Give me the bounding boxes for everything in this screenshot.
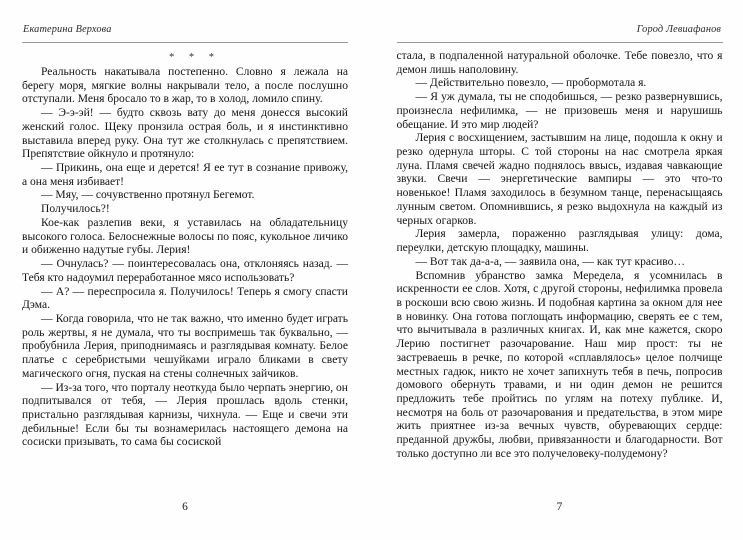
paragraph: Вспомнив убранство замка Мередела, я усомнилась в искренности ее слов. Хотя, с другой стороны, нефилимка провела в роскоши всю свою жизнь. И подобная картина за окном для нее в новинку. Она готова поглощать информацию, сверять ее с тем, что вычитывала в различных книгах. И, как мне кажется, скоро Лерию постигнет разочарование. Наш мир прост: ты не застреваешь в речке, по которой «сплавлялось» целое полчище местных гадюк, никто не хочет запихнуть тебя в печь, попросив домового обернуть травами, и ни один демон не решится предложить тебе пройтись по углям на потеху публике. И, несмотря на боль от разочарования и предательства, в этом мире жить приятнее из-за вечных чувств, обуревающих сердце: преданной дружбы, любви, привязанности и благодарности. Вот только доступно ли все это получеловеку-полудемону? — [396, 269, 723, 460]
paragraph: — Прикинь, она еще и дерется! Я ее тут в сознание привожу, а она меня избивает! — [22, 162, 348, 188]
paragraph: — Я уж думала, ты не сподобишься, — резко развернувшись, произнесла нефилимка, — не призовешь меня и нарушишь обещание. И это мир людей? — [396, 91, 723, 131]
paragraph: — Из-за того, что порталу неоткуда было черпать энергию, он подпитывался от тебя, — Лерия прошлась вдоль стенки, пристально разглядывая карнизы, чихнула. — Еще и свечи эти дебильные! Если бы ты вознамерилась настоящего демона на сосиски призывать, то сама бы сосиской — [22, 381, 348, 449]
paragraph: — Когда говорила, что не так важно, что именно будет играть роль жертвы, я не думала, что ты воспримешь так буквально, — пробубнила Лерия, приподнимаясь и разглядывая комнату. Белое платье с серебристыми чешуйками играло бликами в свету магического огня, пуская на стены солнечных зайчиков. — [22, 312, 348, 380]
paragraph: — Вот так да-а-а, — заявила она, — как тут красиво… — [415, 255, 685, 268]
paragraph: — Очнулась? — поинтересовалась она, отклоняясь назад. — Тебя кто надоумил переработанное мясо использовать? — [22, 258, 348, 284]
page-number-right: 7 — [556, 501, 563, 513]
right-page — [372, 0, 743, 540]
left-page-text-block — [22, 50, 348, 450]
paragraph: Кое-как разлепив веки, я уставилась на обладательницу высокого голоса. Белоснежные волосы по пояс, кукольное личико и обиженно надутые губы. Лерия! — [22, 216, 348, 257]
running-head-rule-left — [22, 42, 348, 43]
paragraph: — Мяу, — сочувственно протянул Бегемот. — [41, 189, 255, 202]
running-head-rule-right — [397, 42, 723, 43]
paragraph: Лерия с восхищением, застывшим на лице, подошла к окну и резко одернула шторы. С той стороны на нас смотрела яркая луна. Пламя свечей жадно поднялось ввысь, издавая чавкающие звуки. Свечи — энергетические вампиры — это что-то новенькое! Пламя заходилось в безумном танце, перенасыщаясь лунным светом. Опомнившись, я резко выдохнула на каждый из черных огарков. — [396, 132, 723, 227]
paragraph: — Э-э-эй! — будто сквозь вату до меня донесся высокий женский голос. Щеку пронзила острая боль, и я инстинктивно выставила вперед руку. Она тут же столкнулась с препятствием. Препятствие ойкнуло и протянуло: — [22, 107, 348, 161]
page-number-left: 6 — [182, 501, 188, 513]
paragraph: Получилось?! — [41, 203, 110, 216]
paragraph: Лерия замерла, пораженно разглядывая улицу: дома, переулки, детскую площадку, машины. — [396, 228, 723, 255]
section-break-dinkus: * * * — [169, 52, 220, 63]
paragraph: — А? — переспросила я. Получилось! Теперь я смогу спасти Дэма. — [22, 285, 348, 312]
running-head-title: Город Левиафанов — [636, 24, 721, 35]
paragraph: стала, в подпаленной натуральной оболочке. Тебе повезло, что я демон лишь наполовину. — [396, 50, 723, 76]
paragraph: — Действительно повезло, — пробормотала я. — [415, 77, 647, 90]
paragraph: Реальность накатывала постепенно. Словно я лежала на берегу моря, мягкие волны накрывали тело, а после послушно отступали. Меня бросало то в жар, то в холод, ломило спину. — [22, 66, 348, 106]
running-head-author: Екатерина Верхова — [23, 24, 112, 35]
right-page-text-block — [397, 50, 723, 462]
